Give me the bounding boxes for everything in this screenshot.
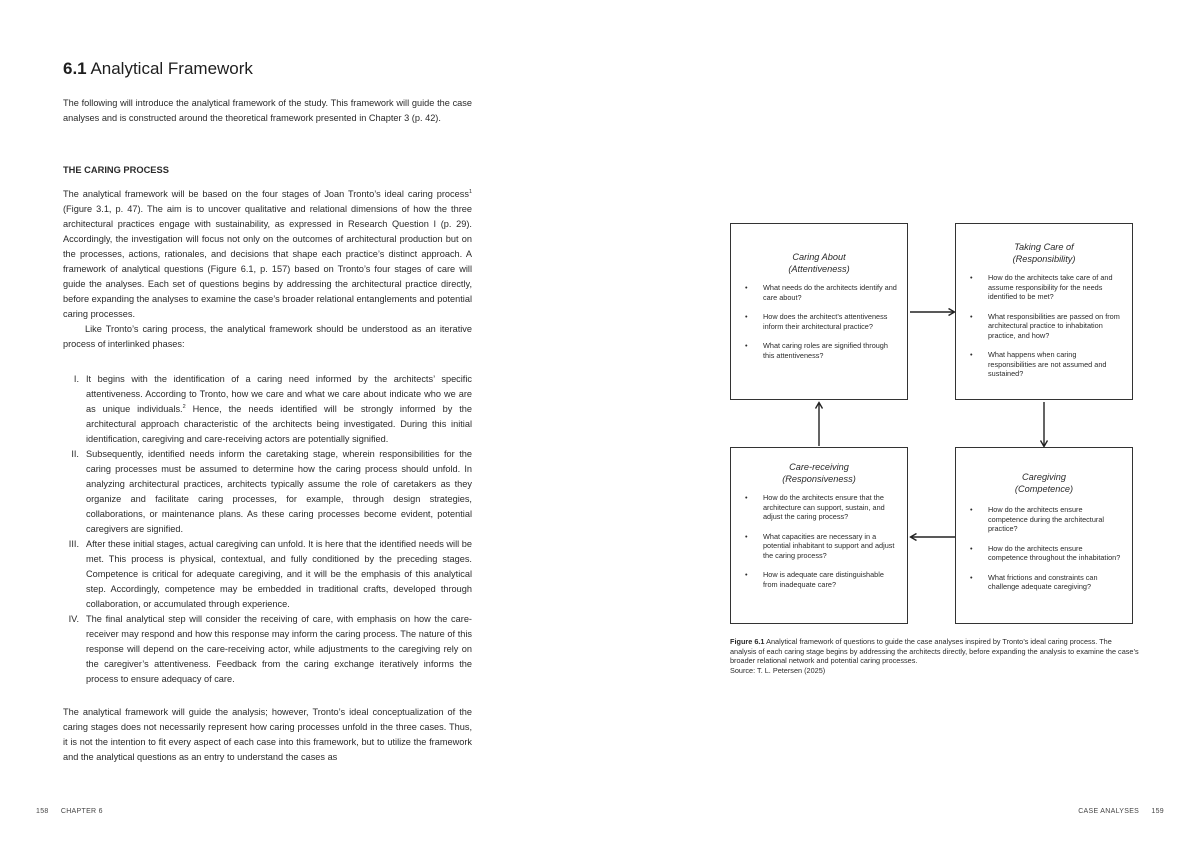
question-text: How do the architects ensure that the architecture can support, sustain, and adjust the caring process? bbox=[763, 493, 885, 521]
phase-text-cont: Hence, the needs identified will be strongly informed by the architectural approach characteristic of the architects being investigated. During this initial identification, caregiving and care-receiving actors are potentially signified. bbox=[86, 404, 472, 444]
question-item bbox=[731, 493, 907, 522]
running-head-left: CHAPTER 6 bbox=[60, 808, 103, 815]
question-item bbox=[731, 532, 907, 561]
question-text: How does the architect’s attentiveness inform their architectural practice? bbox=[763, 312, 888, 331]
body-paragraph-3: The analytical framework will guide the analysis; however, Tronto’s ideal conceptualization of the caring stages does not necessarily represent how caring processes unfold in the three cases. Thus, it is not the intention to fit every aspect of each case into this framework, but to utilize the framework and the analytical questions as an entry to understand the cases as bbox=[63, 707, 472, 762]
box-care-receiving bbox=[730, 447, 908, 624]
section-number: 6.1 bbox=[63, 59, 87, 78]
bullet: • bbox=[745, 570, 748, 579]
box-caring-about bbox=[730, 223, 908, 400]
question-item bbox=[956, 312, 1132, 341]
right-page bbox=[600, 0, 1200, 849]
box-title: Caring About bbox=[792, 252, 846, 262]
section-title-text: Analytical Framework bbox=[90, 59, 253, 78]
question-text: What caring roles are signified through this attentiveness? bbox=[763, 341, 888, 360]
question-item bbox=[956, 505, 1132, 534]
page-number-left: 158 bbox=[36, 808, 49, 815]
phase-item-2 bbox=[63, 447, 472, 537]
para1-text-b: (Figure 3.1, p. 47). The aim is to uncover qualitative and relational dimensions of how the three architectural practices engage with sustainability, as expressed in Research Question I (p. 29). Accordingly, the investigation will focus not only on the outcomes of architectural production but on the processes, actions, rationales, and decisions that shape each practice’s distinct approach. A framework of analytical questions (Figure 6.1, p. 157) based on Tronto’s four stages of care will guide the analyses. Each set of questions begins by addressing the architectural practice directly, before expanding the analyses to examine the case’s broader relational entanglements and potential caring processes. bbox=[63, 204, 472, 319]
caption-label: Figure 6.1 bbox=[730, 637, 765, 646]
phase-item-3 bbox=[63, 537, 472, 612]
question-text: How do the architects ensure competence throughout the inhabitation? bbox=[988, 543, 1121, 562]
question-text: What frictions and constraints can challenge adequate caregiving? bbox=[988, 572, 1098, 591]
left-footer bbox=[36, 808, 103, 815]
bullet: • bbox=[745, 283, 748, 292]
box-subtitle: (Responsiveness) bbox=[782, 474, 856, 484]
bullet: • bbox=[970, 572, 973, 582]
section-title bbox=[63, 59, 253, 79]
diagram-arrows bbox=[600, 0, 1200, 849]
bullet: • bbox=[970, 273, 973, 282]
bullet: • bbox=[970, 311, 973, 321]
question-text: How do the architects ensure competence during the architectural practice? bbox=[988, 505, 1105, 533]
phase-item-1 bbox=[63, 372, 472, 447]
phase-text: It begins with the identification of a caring need informed by the architects’ specific attentiveness. According to Tronto, how we care and what we care about indicate who we are as unique individuals. bbox=[86, 374, 472, 414]
bullet: • bbox=[745, 531, 748, 541]
question-text: What needs do the architects identify and care about? bbox=[763, 283, 897, 302]
question-item bbox=[731, 341, 907, 360]
page-number-right: 159 bbox=[1151, 808, 1164, 815]
running-head-right: CASE ANALYSES bbox=[1078, 808, 1140, 815]
question-item bbox=[731, 570, 907, 589]
caption-text: Analytical framework of questions to guide the case analyses inspired by Tronto’s ideal caring process. The analysis of each caring stage begins by addressing the architects directly, before expanding the analysis to examine the case’s broader relational network and potential caring processes. bbox=[730, 637, 1139, 665]
intro-paragraph: The following will introduce the analytical framework of the study. This framework will guide the case analyses and is constructed around the theoretical framework presented in Chapter 3 (p. 42). bbox=[63, 98, 472, 123]
box-taking-care bbox=[955, 223, 1133, 400]
phase-item-4 bbox=[63, 612, 472, 687]
question-item bbox=[956, 350, 1132, 379]
phase-number: III. bbox=[68, 539, 79, 549]
footnote-ref-2[interactable]: 2 bbox=[182, 403, 186, 410]
box-subtitle: (Attentiveness) bbox=[788, 264, 850, 274]
question-item bbox=[956, 573, 1132, 592]
bullet: • bbox=[745, 493, 748, 502]
phase-text: Subsequently, identified needs inform the caretaking stage, wherein responsibilities for the caring processes must be assumed to determine how the caring process should unfold. In analyzing architectural practices, architects typically assume the role of caretakers as they organize and facilitate caring processes, for example, through design strategies, collaborations, or maintenance plans. As these caring processes become evident, potential caregivers are signified. bbox=[86, 449, 472, 534]
box-title: Care-receiving bbox=[789, 462, 849, 472]
question-item bbox=[956, 273, 1132, 302]
phase-text: After these initial stages, actual caregiving can unfold. It is here that the identified needs will be met. This process is physical, contextual, and fully conditioned by the preceding stages. Competence is critical for adequate caregiving, and it will be the emphasis of this analytical step. Accordingly, competence may be embedded in traditional crafts, developed through collaboration, or accumulated through experience. bbox=[86, 539, 472, 609]
box-subtitle: (Responsibility) bbox=[1012, 254, 1076, 264]
phase-number: I. bbox=[73, 374, 79, 384]
phase-text: The final analytical step will consider the receiving of care, with emphasis on how the care-receiver may respond and how this response may inform the caring process. The nature of this response will depend on the care-receiving actor, while adjustments to the caregiving rely on the caregiver’s attentiveness. Feedback from the caring exchange iteratively informs the process to ensure adequacy of care. bbox=[86, 614, 472, 684]
question-text: What capacities are necessary in a potential inhabitant to support and adjust the caring process? bbox=[763, 531, 895, 560]
question-text: What happens when caring responsibilities are not assumed and sustained? bbox=[988, 350, 1107, 378]
question-item bbox=[731, 283, 907, 302]
bullet: • bbox=[970, 543, 973, 553]
phase-list bbox=[63, 372, 472, 687]
question-list bbox=[731, 493, 907, 589]
question-text: How do the architects take care of and assume responsibility for the needs identified to be met? bbox=[988, 273, 1113, 301]
phase-number: IV. bbox=[68, 614, 79, 624]
bullet: • bbox=[745, 341, 748, 350]
bullet: • bbox=[970, 350, 973, 359]
question-text: How is adequate care distinguishable from inadequate care? bbox=[763, 570, 884, 589]
box-subtitle: (Competence) bbox=[1014, 484, 1074, 494]
box-title: Caregiving bbox=[1022, 472, 1066, 482]
question-item bbox=[731, 312, 907, 331]
para1-text-a: The analytical framework will be based on the four stages of Joan Tronto’s ideal caring process bbox=[63, 189, 469, 199]
bullet: • bbox=[970, 505, 973, 514]
question-list bbox=[731, 283, 907, 360]
box-caregiving bbox=[955, 447, 1133, 624]
figure-caption bbox=[730, 637, 1140, 675]
subheading-caring-process: THE CARING PROCESS bbox=[63, 165, 169, 175]
phase-number: II. bbox=[71, 449, 79, 459]
caption-source: Source: T. L. Petersen (2025) bbox=[730, 665, 826, 675]
question-list bbox=[956, 273, 1132, 379]
right-footer bbox=[1078, 808, 1164, 815]
footnote-ref-1[interactable]: 1 bbox=[468, 188, 472, 195]
bullet: • bbox=[745, 312, 748, 321]
box-title: Taking Care of bbox=[1014, 242, 1074, 252]
question-list bbox=[956, 505, 1132, 592]
question-item bbox=[956, 544, 1132, 563]
body-paragraph-2: Like Tronto’s caring process, the analytical framework should be understood as an iterative process of interlinked phases: bbox=[63, 324, 472, 349]
question-text: What responsibilities are passed on from architectural practice to inhabitation practice, and how? bbox=[988, 311, 1120, 340]
body-paragraph-1 bbox=[63, 187, 472, 322]
